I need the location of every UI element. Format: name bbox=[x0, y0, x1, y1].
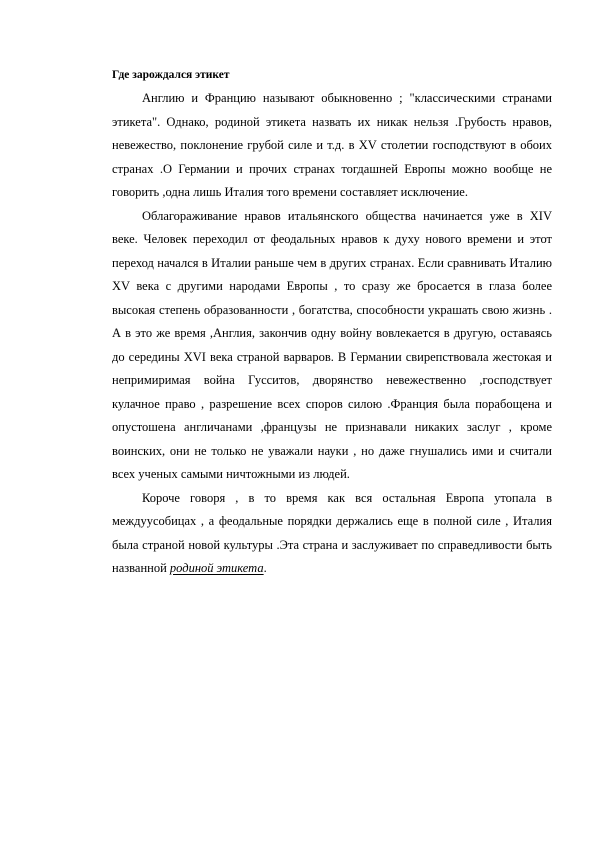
paragraph-1-text: Англию и Францию называют обыкновенно ; "классическими странами этикета". Однако, родиной этикета назвать их никак нельзя .Грубость нравов, невежество, поклонение грубой силе и т.д. в XV столетии господствуют в обоих странах .О Германии и прочих странах тогдашней Европы можно вообще не говорить ,одна лишь Италия того времени составляет исключение. bbox=[112, 91, 552, 199]
document-content bbox=[112, 67, 552, 581]
paragraph-3-emphasis: родиной этикета bbox=[169, 561, 264, 575]
paragraph-3-text-end: . bbox=[263, 561, 267, 575]
paragraph-2 bbox=[112, 205, 552, 487]
paragraph-1 bbox=[112, 87, 552, 205]
paragraph-3-text-start: Короче говоря , в то время как вся остальная Европа утопала в междуусобицах , а феодальные порядки держались еще в полной силе , Италия была страной новой культуры .Эта страна и заслуживает по справедливости быть названной bbox=[112, 490, 552, 575]
paragraph-2-text: Облагораживание нравов итальянского общества начинается уже в XIV веке. Человек переходил от феодальных нравов к духу нового времени и этот переход начался в Италии раньше чем в других странах. Если сравнивать Италию XV века с другими народами Европы , то сразу же бросается в глаза более высокая степень образованности , богатства, способности украшать свою жизнь . А в это же время ,Англия, закончив одну войну вовлекается в другую, оставаясь до середины XVI века страной варваров. В Германии свирепствовала жестокая и непримиримая война Гусситов, дворянство невежественно ,господствует кулачное право , разрешение всех споров силою .Франция была порабощена и опустошена англичанами ,французы не признавали никаких заслуг , кроме воинских, они не только не уважали науки , но даже гнушались ими и считали всех ученых самыми ничтожными из людей. bbox=[112, 208, 552, 481]
paragraph-3 bbox=[112, 487, 552, 581]
document-title: Где зарождался этикет bbox=[112, 69, 230, 81]
